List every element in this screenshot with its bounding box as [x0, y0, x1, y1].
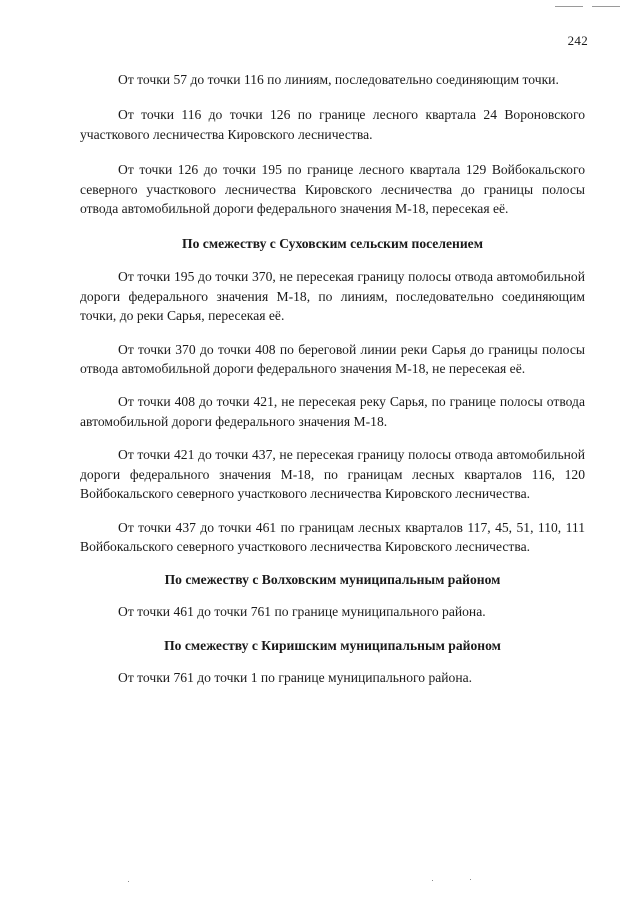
scan-speck	[128, 881, 129, 882]
scan-mark	[592, 6, 620, 7]
section-heading-volkhovsky: По смежеству с Волховским муниципальным районом	[164, 572, 501, 588]
paragraph-9: От точки 461 до точки 761 по границе муниципального района.	[118, 604, 486, 620]
paragraph-3: От точки 126 до точки 195 по границе лесного квартала 129 Войбокальского северного участкового лесничества Кировского лесничества до границы полосы отвода автомобильной дороги федерального значения М-18, пересекая её.	[80, 162, 585, 217]
page-number: 242	[567, 33, 588, 48]
document-body	[80, 70, 585, 687]
paragraph-6: От точки 408 до точки 421, не пересекая реку Сарья, по границе полосы отвода автомобильной дороги федерального значения М-18.	[80, 394, 585, 429]
section-heading-kirishsky: По смежеству с Киришским муниципальным районом	[164, 637, 501, 653]
paragraph-1: От точки 57 до точки 116 по линиям, последовательно соединяющим точки.	[118, 72, 559, 87]
section-heading-sukhovskoe: По смежеству с Суховским сельским поселением	[182, 236, 483, 252]
paragraph-5: От точки 370 до точки 408 по береговой линии реки Сарья до границы полосы отвода автомобильной дороги федерального значения М-18, не пересекая её.	[80, 341, 585, 377]
paragraph-2: От точки 116 до точки 126 по границе лесного квартала 24 Вороновского участкового лесничества Кировского лесничества.	[80, 107, 585, 142]
paragraph-8: От точки 437 до точки 461 по границам лесных кварталов 117, 45, 51, 110, 111 Войбокальского северного участкового лесничества Кировского лесничества.	[80, 519, 585, 554]
scan-speck	[432, 880, 433, 881]
scan-speck	[470, 879, 471, 880]
scan-mark	[555, 6, 583, 7]
paragraph-7: От точки 421 до точки 437, не пересекая границу полосы отвода автомобильной дороги федерального значения М-18, по границам лесных кварталов 116, 120 Войбокальского северного участкового лесничества Кировского лесничества.	[80, 447, 585, 502]
paragraph-10: От точки 761 до точки 1 по границе муниципального района.	[118, 669, 473, 685]
paragraph-4: От точки 195 до точки 370, не пересекая границу полосы отвода автомобильной дороги федерального значения М-18, по линиям, последовательно соединяющим точки, до реки Сарья, пересекая её.	[80, 269, 585, 324]
